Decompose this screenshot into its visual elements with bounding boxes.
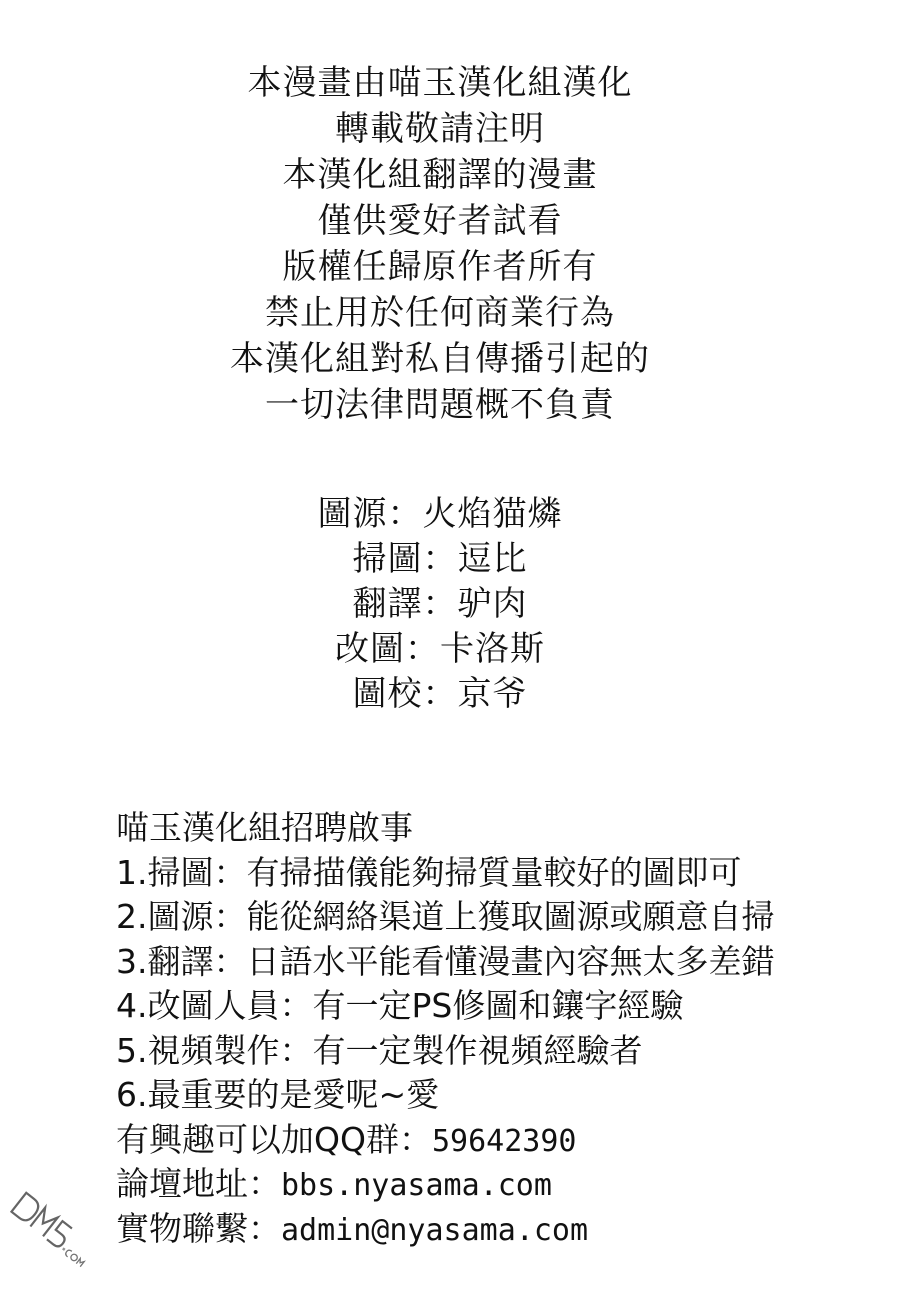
- credit-line: [0, 627, 880, 672]
- notice-line: 版權任歸原作者所有: [282, 247, 598, 287]
- notice-line: 本漫畫由喵玉漢化組漢化: [247, 63, 633, 103]
- qq-group-line: [116, 1118, 896, 1163]
- credit-name: 火焰猫燐: [422, 494, 563, 534]
- dm5-watermark-logo: [0, 1178, 109, 1284]
- credit-role: 圖校：: [352, 674, 458, 714]
- notice-line: 一切法律問題概不負責: [265, 385, 615, 425]
- recruitment-item: 2.圖源：能從網絡渠道上獲取圖源或願意自掃: [116, 897, 775, 936]
- forum-label: 論壇地址：: [116, 1164, 281, 1203]
- recruitment-notice: [116, 806, 896, 1251]
- notice-line: 轉載敬請注明: [335, 109, 545, 149]
- contact-line: [116, 1207, 896, 1252]
- contact-label: 實物聯繫：: [116, 1208, 281, 1248]
- credit-line: [0, 582, 880, 627]
- recruitment-item: 5.視頻製作：有一定製作視頻經驗者: [116, 1030, 643, 1070]
- credit-name: 卡洛斯: [440, 629, 545, 669]
- credit-role: 翻譯：: [352, 584, 458, 624]
- credit-line: [0, 492, 880, 537]
- notice-line: 本漢化組翻譯的漫畫: [282, 155, 598, 195]
- notice-line: 本漢化組對私自傳播引起的: [230, 339, 650, 379]
- contact-email: admin@nyasama.com: [281, 1212, 589, 1248]
- credit-name: 京爷: [457, 674, 528, 714]
- forum-line: [116, 1162, 896, 1207]
- credit-role: 圖源：: [317, 494, 423, 534]
- qq-group-number: 59642390: [431, 1123, 577, 1159]
- qq-group-label: 有興趣可以加QQ群：: [116, 1119, 432, 1159]
- credit-name: 驴肉: [457, 584, 528, 624]
- recruitment-item: 1.掃圖：有掃描儀能夠掃質量較好的圖即可: [116, 852, 742, 892]
- recruitment-item: 6.最重要的是愛呢~愛: [116, 1075, 440, 1114]
- staff-credits: [0, 492, 880, 717]
- recruitment-title: 喵玉漢化組招聘啟事: [116, 808, 413, 847]
- recruitment-item: 4.改圖人員：有一定PS修圖和鑲字經驗: [116, 986, 684, 1025]
- credit-role: 改圖：: [335, 629, 440, 669]
- notice-line: 禁止用於任何商業行為: [265, 293, 615, 333]
- credit-line: [0, 672, 880, 717]
- forum-address: bbs.nyasama.com: [281, 1168, 552, 1203]
- dm5-logo-icon: [0, 1178, 109, 1284]
- credit-line: [0, 537, 880, 582]
- credit-name: 逗比: [457, 539, 528, 579]
- notice-line: 僅供愛好者試看: [317, 201, 563, 241]
- recruitment-item: 3.翻譯：日語水平能看懂漫畫內容無太多差錯: [116, 941, 775, 981]
- disclaimer-notice: [0, 60, 880, 428]
- credit-role: 掃圖：: [352, 539, 458, 579]
